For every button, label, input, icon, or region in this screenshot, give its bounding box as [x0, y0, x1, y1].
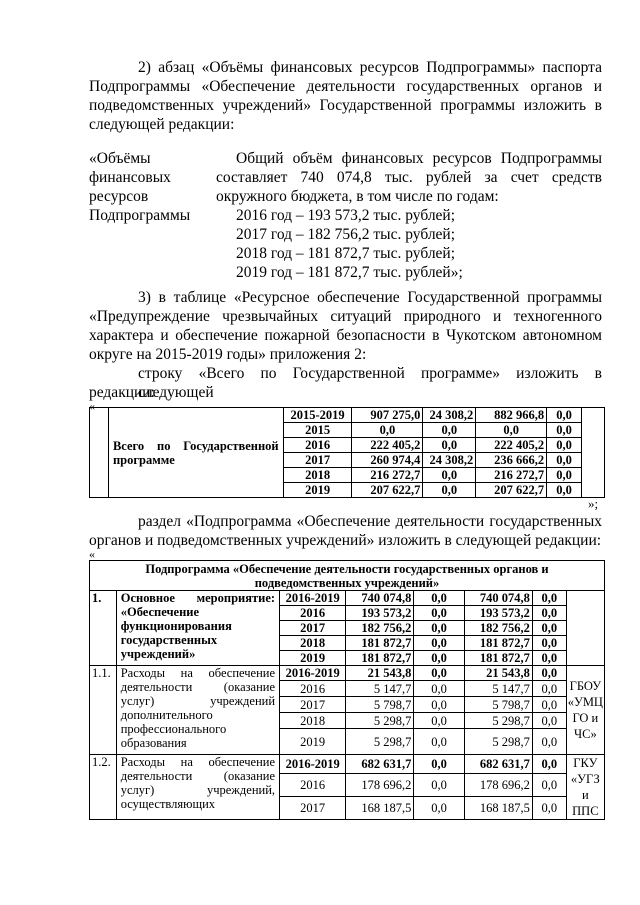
t2-item11-fed: 0,0	[414, 681, 464, 697]
open-quote-2: «	[89, 547, 95, 561]
t1-period: 2016	[283, 438, 352, 453]
t2-item12-period: 2017	[280, 796, 346, 819]
passport-year-2017: 2017 год – 182 756,2 тыс. рублей;	[236, 226, 456, 243]
t2-item11-total: 21 543,8	[346, 666, 414, 681]
t2-main-okr: 740 074,8	[464, 591, 532, 606]
t2-main-okr: 182 756,2	[464, 621, 532, 636]
t1-label: Всего по Государственной программе	[108, 408, 283, 498]
passport-text-2: составляет 740 074,8 тыс. рублей за счет средств	[216, 169, 602, 186]
section-line1: раздел «Подпрограмма «Обеспечение деятельности государственных	[138, 513, 602, 530]
para2-line2: Подпрограммы «Обеспечение деятельности государственных органов и	[89, 78, 602, 95]
t2-item12-other: 0,0	[532, 755, 566, 774]
para3-line1: 3) в таблице «Ресурсное обеспечение Государственной программы	[138, 289, 602, 306]
t2-item11-other: 0,0	[532, 681, 566, 697]
t1-other: 0,0	[547, 453, 582, 468]
t2-item12-total: 178 696,2	[346, 773, 414, 796]
t2-item11-period: 2019	[280, 729, 346, 755]
section-line2: органов и подведомственных учреждений» изложить в следующей редакции:	[89, 532, 602, 549]
t2-main-fed: 0,0	[414, 591, 464, 606]
t2-item12-period: 2016-2019	[280, 755, 346, 774]
t1-fed: 0,0	[423, 423, 476, 438]
t2-item11-other: 0,0	[532, 729, 566, 755]
t2-main-exec	[566, 591, 604, 666]
t2-item11-exec: ГБОУ «УМЦ ГО и ЧС»	[566, 666, 604, 755]
para2-line1: 2) абзац «Объёмы финансовых ресурсов Подпрограммы» паспорта	[138, 59, 602, 76]
t2-item12-other: 0,0	[532, 796, 566, 819]
para2-line3: подведомственных учреждений» Государственной программы изложить в	[89, 97, 602, 114]
t1-total: 207 622,7	[352, 483, 423, 498]
t2-item11-name: Расходы на обеспечение деятельности (оказание услуг) учреждений дополнительного профессионального образования	[116, 666, 279, 755]
t2-item12-okr: 178 696,2	[464, 773, 532, 796]
t2-main-other: 0,0	[532, 591, 566, 606]
t1-period: 2019	[283, 483, 352, 498]
t2-main-total: 740 074,8	[346, 591, 414, 606]
t2-item11-fed: 0,0	[414, 666, 464, 681]
t2-item12-exec: ГКУ «УГЗ и ППС	[566, 755, 604, 820]
open-quote-1: «	[89, 399, 95, 413]
t2-item12-period: 2016	[280, 773, 346, 796]
t1-other: 0,0	[547, 423, 582, 438]
t1-fed: 0,0	[423, 468, 476, 483]
t2-item12-other: 0,0	[532, 773, 566, 796]
t1-total: 216 272,7	[352, 468, 423, 483]
t2-main-fed: 0,0	[414, 606, 464, 621]
t1-fed: 24 308,2	[423, 408, 476, 423]
t2-item12-okr: 168 187,5	[464, 796, 532, 819]
t2-item11-total: 5 147,7	[346, 681, 414, 697]
t2-item12-fed: 0,0	[414, 796, 464, 819]
t2-item12-total: 168 187,5	[346, 796, 414, 819]
t1-total: 907 275,0	[352, 408, 423, 423]
t1-exec-cell	[582, 408, 605, 498]
t2-item11-fed: 0,0	[414, 729, 464, 755]
t1-okr: 236 666,2	[476, 453, 547, 468]
t2-item12-total: 682 631,7	[346, 755, 414, 774]
t2-main-name-rest: «Обеспечение функционирования государственных учреждений»	[120, 605, 232, 661]
t2-item11-other: 0,0	[532, 666, 566, 681]
t1-period: 2015-2019	[283, 408, 352, 423]
t1-okr: 216 272,7	[476, 468, 547, 483]
t2-item11-period: 2018	[280, 713, 346, 729]
t2-item12-fed: 0,0	[414, 773, 464, 796]
passport-text-3: окружного бюджета, в том числе по годам:	[216, 188, 499, 205]
t2-item11-okr: 21 543,8	[464, 666, 532, 681]
t1-other: 0,0	[547, 438, 582, 453]
passport-label-2: финансовых	[89, 169, 171, 186]
t2-main-period: 2016	[280, 606, 346, 621]
t1-fed: 0,0	[423, 483, 476, 498]
t2-item11-fed: 0,0	[414, 713, 464, 729]
para2-line4: следующей редакции:	[89, 116, 235, 133]
t2-item12-name: Расходы на обеспечение деятельности (оказание услуг) учреждений, осуществляющих	[116, 755, 279, 820]
t1-other: 0,0	[547, 483, 582, 498]
t2-item11-period: 2017	[280, 697, 346, 713]
t2-main-total: 181 872,7	[346, 651, 414, 666]
t2-main-okr: 181 872,7	[464, 651, 532, 666]
t2-item11-total: 5 298,7	[346, 729, 414, 755]
t1-period: 2017	[283, 453, 352, 468]
t2-main-period: 2017	[280, 621, 346, 636]
t2-item11-okr: 5 298,7	[464, 713, 532, 729]
t1-total: 0,0	[352, 423, 423, 438]
t1-fed: 24 308,2	[423, 453, 476, 468]
t2-main-name-line1: Основное мероприятие:	[120, 591, 276, 605]
t2-item11-total: 5 298,7	[346, 713, 414, 729]
t2-item11-total: 5 798,7	[346, 697, 414, 713]
passport-label-1: «Объёмы	[89, 150, 151, 167]
para3-line2: «Предупреждение чрезвычайных ситуаций природного и техногенного	[89, 308, 602, 325]
t2-item11-okr: 5 298,7	[464, 729, 532, 755]
t2-main-total: 193 573,2	[346, 606, 414, 621]
t2-item12-okr: 682 631,7	[464, 755, 532, 774]
t2-main-total: 181 872,7	[346, 636, 414, 651]
t2-main-num: 1.	[90, 591, 117, 666]
passport-year-2018: 2018 год – 181 872,7 тыс. рублей;	[236, 245, 456, 262]
t1-fed: 0,0	[423, 438, 476, 453]
t2-item11-fed: 0,0	[414, 697, 464, 713]
para3-line6: редакции:	[89, 384, 155, 401]
t1-okr: 882 966,8	[476, 408, 547, 423]
t1-okr: 222 405,2	[476, 438, 547, 453]
t1-period: 2018	[283, 468, 352, 483]
t2-item11-period: 2016	[280, 681, 346, 697]
t2-main-period: 2019	[280, 651, 346, 666]
t1-total: 260 974,4	[352, 453, 423, 468]
t2-item11-period: 2016-2019	[280, 666, 346, 681]
t2-item11-num: 1.1.	[90, 666, 117, 755]
t2-main-period: 2016-2019	[280, 591, 346, 606]
t2-main-period: 2018	[280, 636, 346, 651]
table-subprogram	[89, 560, 605, 820]
t2-main-fed: 0,0	[414, 621, 464, 636]
t2-main-other: 0,0	[532, 636, 566, 651]
t2-main-fed: 0,0	[414, 651, 464, 666]
t2-main-name	[116, 591, 279, 666]
para3-line3: характера и обеспечение пожарной безопасности в Чукотском автономном	[89, 327, 602, 344]
t2-main-total: 182 756,2	[346, 621, 414, 636]
table-total-program	[89, 407, 605, 498]
t2-item11-okr: 5 147,7	[464, 681, 532, 697]
t2-main-other: 0,0	[532, 651, 566, 666]
para3-line4: округе на 2015-2019 годы» приложения 2:	[89, 346, 367, 363]
t1-total: 222 405,2	[352, 438, 423, 453]
t1-okr: 0,0	[476, 423, 547, 438]
passport-label-4: Подпрограммы	[89, 207, 191, 224]
t1-other: 0,0	[547, 468, 582, 483]
t2-item11-other: 0,0	[532, 713, 566, 729]
passport-year-2019: 2019 год – 181 872,7 тыс. рублей»;	[236, 264, 463, 281]
t1-num-cell	[90, 408, 109, 498]
t2-main-fed: 0,0	[414, 636, 464, 651]
t2-main-okr: 181 872,7	[464, 636, 532, 651]
t2-main-other: 0,0	[532, 621, 566, 636]
t2-header: Подпрограмма «Обеспечение деятельности государственных органов и подведомственных учреждений»	[90, 561, 605, 591]
t2-item12-num: 1.2.	[90, 755, 117, 820]
t1-okr: 207 622,7	[476, 483, 547, 498]
t1-period: 2015	[283, 423, 352, 438]
t1-other: 0,0	[547, 408, 582, 423]
para3-line5: строку «Всего по Государственной программе» изложить в следующей	[138, 365, 602, 401]
t2-main-other: 0,0	[532, 606, 566, 621]
t2-item11-okr: 5 798,7	[464, 697, 532, 713]
t2-main-okr: 193 573,2	[464, 606, 532, 621]
close-quote-1: »;	[588, 496, 599, 511]
t2-item11-other: 0,0	[532, 697, 566, 713]
passport-label-3: ресурсов	[89, 188, 149, 205]
passport-year-2016: 2016 год – 193 573,2 тыс. рублей;	[236, 207, 456, 224]
passport-text-1: Общий объём финансовых ресурсов Подпрограммы	[236, 150, 602, 167]
t2-item12-fed: 0,0	[414, 755, 464, 774]
